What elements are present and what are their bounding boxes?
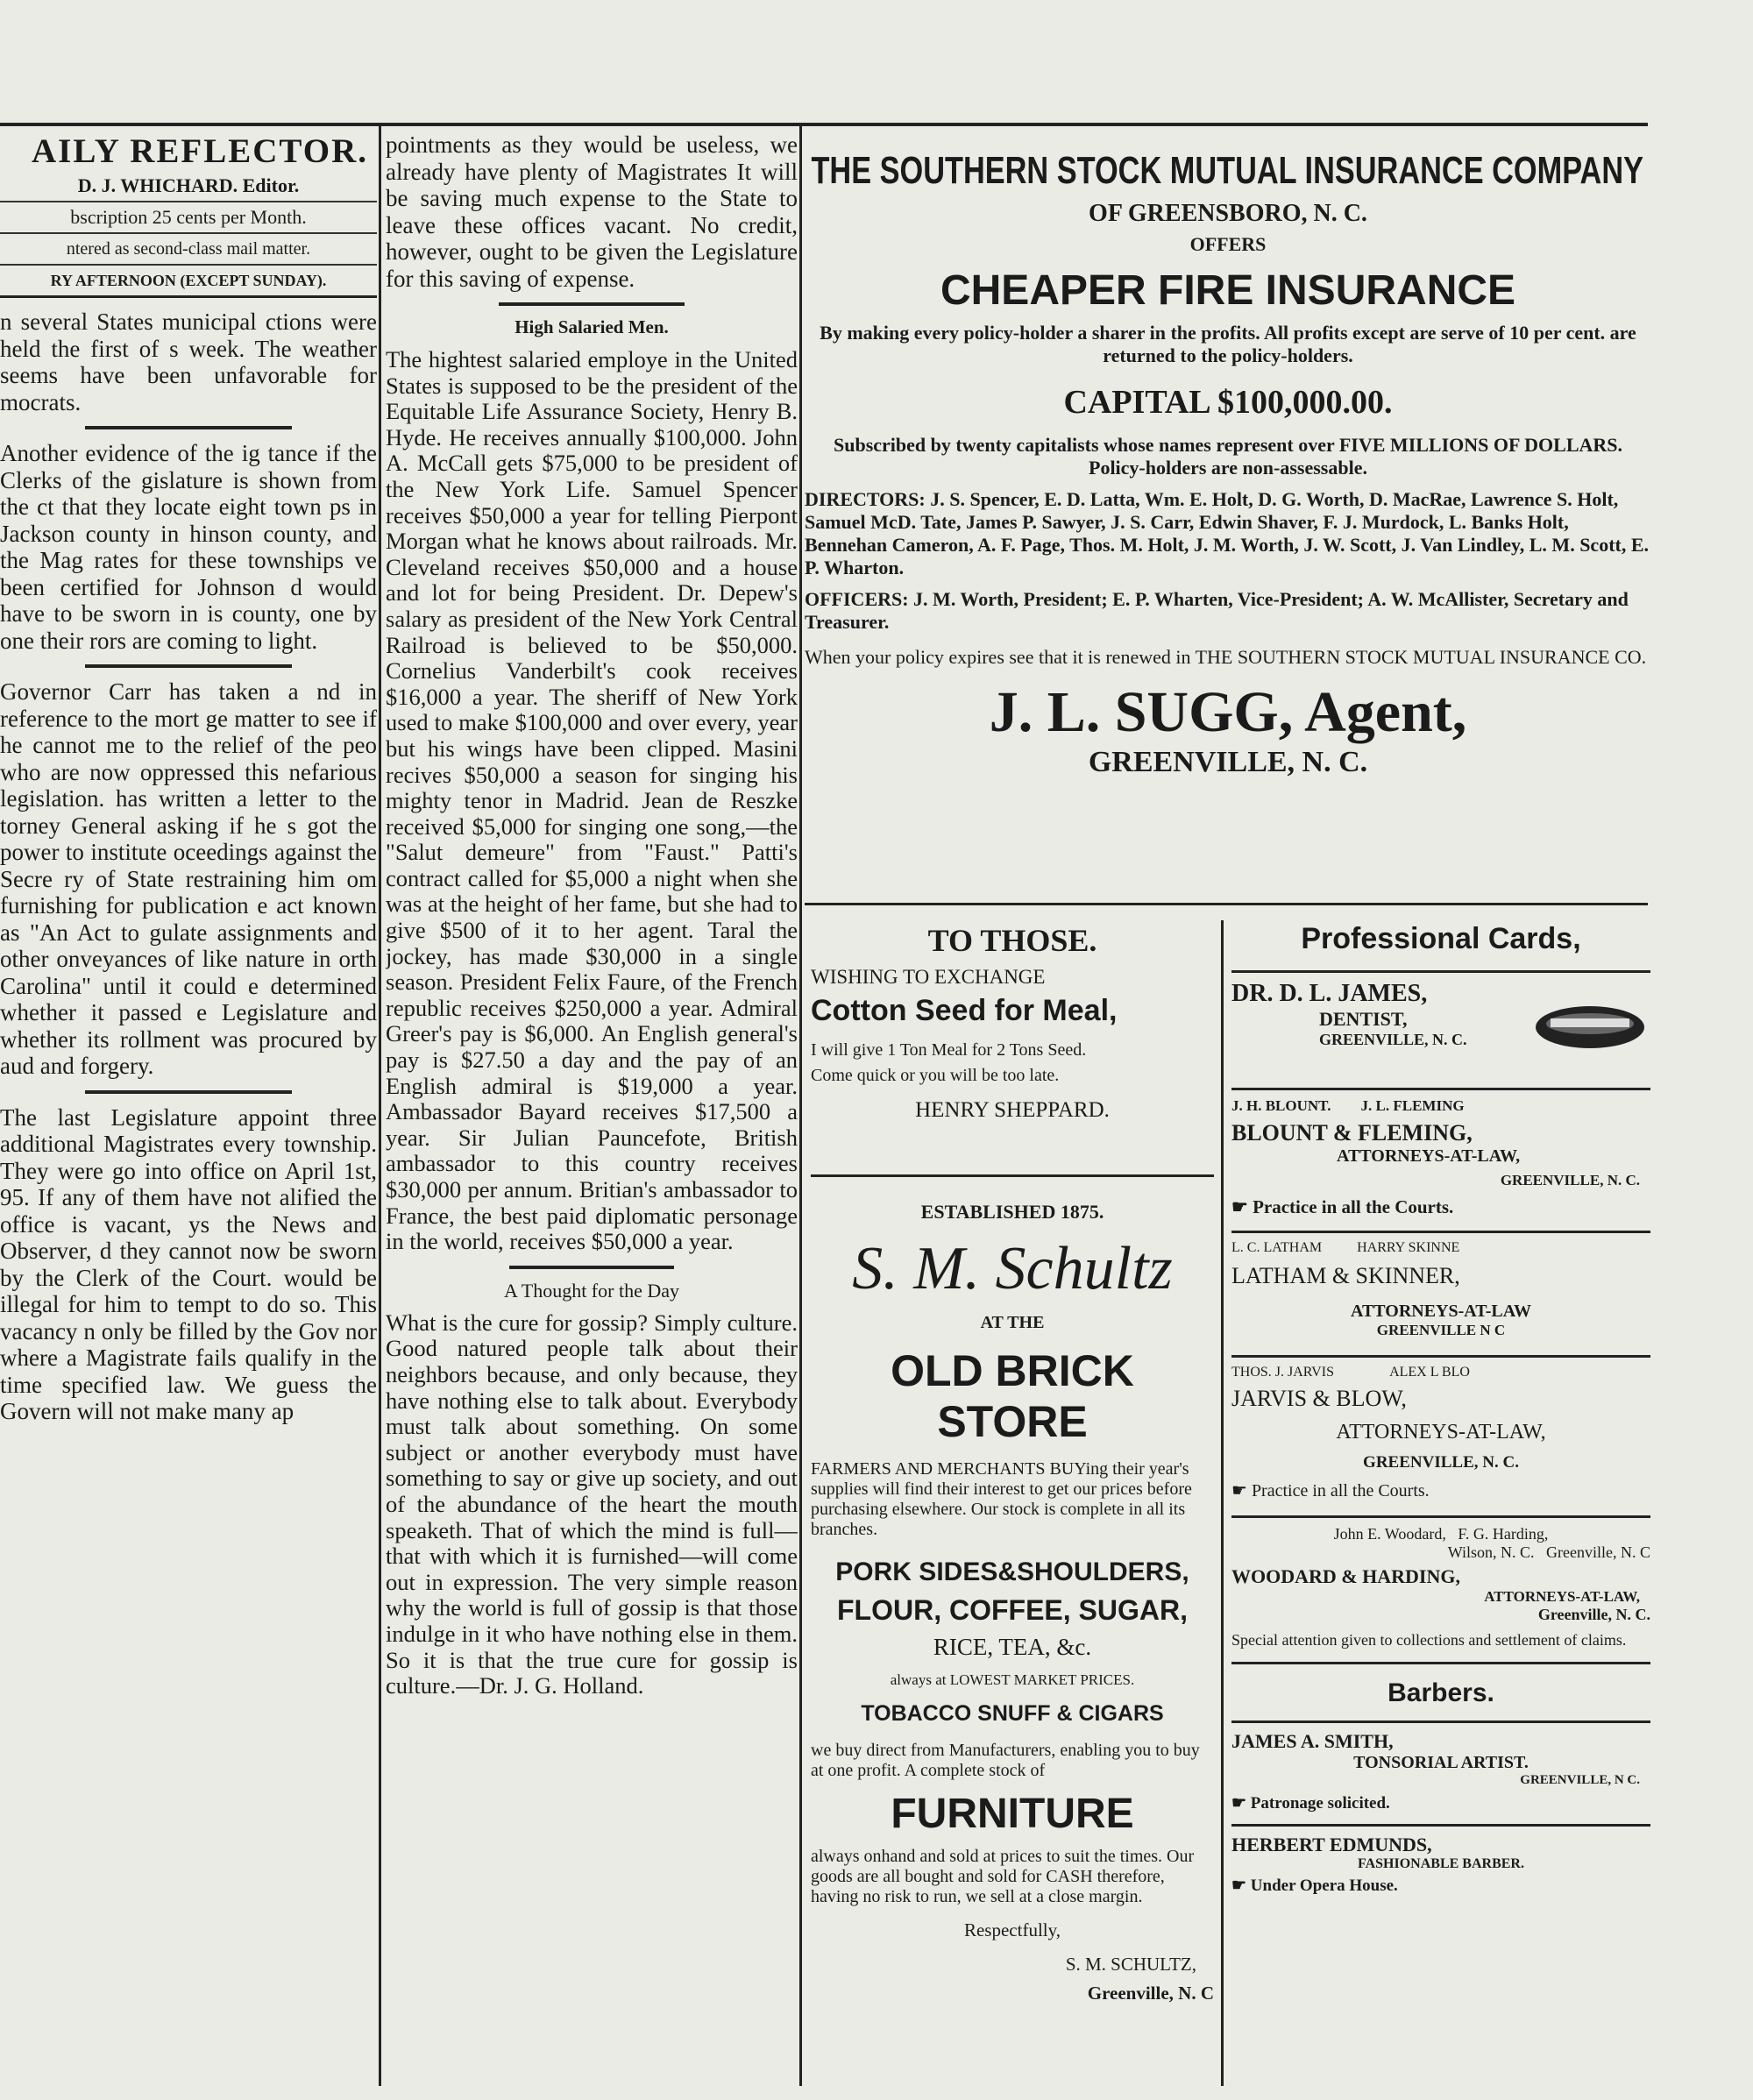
card-blount-top: J. H. BLOUNT. J. L. FLEMING — [1231, 1097, 1465, 1114]
card-smith-note — [1231, 1793, 1650, 1813]
card-jarvis-city: GREENVILLE, N. C. — [1363, 1453, 1519, 1472]
card-edmunds-note — [1231, 1876, 1650, 1896]
divider — [1231, 970, 1650, 973]
column-1 — [0, 131, 377, 1425]
barbers-heading: Barbers. — [1387, 1678, 1494, 1707]
schultz-at-the: AT THE — [980, 1313, 1045, 1332]
top-rule — [0, 123, 1648, 126]
insurance-headline: CHEAPER FIRE INSURANCE — [940, 267, 1516, 314]
ad-divider — [805, 903, 1648, 905]
professional-heading: Professional Cards, — [1301, 922, 1581, 955]
schultz-farmers: FARMERS AND MERCHANTS BUYing their year's supplies will find their interest to get our prices before purchasing elsewhere. Our stock is complete in all its branches. — [811, 1459, 1192, 1539]
schultz-pork: PORK SIDES&SHOULDERS, — [835, 1557, 1189, 1586]
card-edmunds — [1231, 1834, 1650, 1896]
schultz-furniture: FURNITURE — [891, 1791, 1134, 1837]
article-salaries: The hightest salaried employe in the United States is supposed to be the president of the Equitable Life Assurance Society, Henry B. Hyde. He receives annually $100,000. John A. McCall gets $75,000 to be president of the New York Life. Samuel Spencer receives $50,000 a year for telling Pierpont Morgan what he knows about railroads. Mr. Cleveland receives $50,000 and a house and lot for being President. Dr. Depew's salary as president of the New York Central Railroad is believed to be $50,000. Cornelius Vanderbilt's cook receives $16,000 a year. The sheriff of New York used to make $100,000 and over every, year but his wings have been clipped. Masini recives $50,000 a season for singing his mighty tenor in Madrid. Jean de Reszke received $5,000 for singing one song,—the "Salut demeure" from "Faust." Patti's contract called for $5,000 a night when she was at the height of her fame, but she had to give $500 of it to her agent. Taral the jockey, has made $30,000 in a single season. President Felix Faure, of the French republic receives $250,000 a year. Admiral Greer's pay is $6,000. An English general's pay is $27.50 a day and the pay of an English admiral is $19,000 a year. Ambassador Bayard receives $17,500 a year. Sir Julian Pauncefote, British ambassador to this country receives $30,000 per annum. Britian's ambassador to France, the best paid diplomatic personage in the world, receives $50,000 a year. — [386, 346, 798, 1255]
card-james-city: GREENVILLE, N. C. — [1319, 1031, 1467, 1048]
insurance-directors: DIRECTORS: J. S. Spencer, E. D. Latta, Wm. E. Holt, D. G. Worth, D. MacRae, Lawrence S. Holt, Samuel McD. Tate, James P. Sawyer, J. S. Carr, Edwin Shaver, F. J. Murdock, L. Banks Holt, Bennehan Cameron, A. F. Page, Thos. M. Holt, J. M. Worth, J. W. Scott, J. Van Lindley, L. M. Scott, E. P. Wharton. — [805, 488, 1650, 578]
insurance-renew: When your policy expires see that it is renewed in THE SOUTHERN STOCK MUTUAL INSURANCE CO. — [805, 646, 1647, 668]
insurance-agent-city: GREENVILLE, N. C. — [1088, 746, 1368, 778]
card-jarvis-note-text: Practice in all the Courts. — [1251, 1481, 1430, 1501]
schultz-city: Greenville, N. C — [1087, 1983, 1214, 2004]
divider — [1231, 1088, 1650, 1090]
card-latham-skinner — [1231, 1240, 1650, 1339]
sheppard-name: HENRY SHEPPARD. — [915, 1098, 1110, 1122]
article-thought: What is the cure for gossip? Simply culture. Good natured people talk about their neighbors because, and only because, they have nothing else to talk about. Everybody must talk about something. On some subject or another everybody must have something to say or give up society, and out of the abundance of the heart the mouth speaketh. That of which the mind is full—that with which it is furnished—will come out in expression. The very simple reason why the world is full of gossip is that those indulge in it who have nothing else in them. So it is that the true cure for gossip is culture.—Dr. J. G. Holland. — [386, 1309, 798, 1699]
column-rule-1 — [379, 123, 381, 2086]
divider — [1231, 1231, 1650, 1233]
card-smith-city: GREENVILLE, N C. — [1520, 1773, 1640, 1787]
card-jarvis-blow — [1231, 1365, 1650, 1501]
separator — [85, 1090, 293, 1094]
insurance-profits: By making every policy-holder a sharer in the profits. All profits except are serve of 10 per cent. are returned to the policy-holders. — [820, 322, 1636, 366]
col1-paragraph-2: Another evidence of the ig tance if the Clerks of the gislature is shown from the ct that they locate eight town ps in Jackson county in hinson county, and the Mag rates for these townships ve been certified for Johnson d would have to be sworn in is county, one by one their rors are coming to light. — [0, 440, 377, 654]
card-edmunds-title: FASHIONABLE BARBER. — [1358, 1856, 1524, 1871]
card-woodard-harding — [1231, 1525, 1650, 1649]
schultz-rice: RICE, TEA, &c. — [933, 1634, 1092, 1660]
schultz-name: S. M. Schultz — [852, 1235, 1173, 1302]
card-woodard-top: John E. Woodard, F. G. Harding, — [1333, 1525, 1549, 1543]
sheppard-ad — [811, 922, 1214, 1123]
card-woodard-name: WOODARD & HARDING, — [1231, 1565, 1460, 1587]
article-heading-salaries: High Salaried Men. — [515, 316, 669, 337]
insurance-capital: CAPITAL $100,000.00. — [1063, 384, 1393, 421]
insurance-subscribed: Subscribed by twenty capitalists whose names represent over FIVE MILLIONS OF DOLLARS. Policy-holders are non-assessable. — [833, 434, 1622, 479]
article-heading-thought: A Thought for the Day — [503, 1279, 679, 1302]
separator — [85, 426, 293, 429]
schultz-flour: FLOUR, COFFEE, SUGAR, — [837, 1594, 1188, 1626]
divider — [1231, 1515, 1650, 1518]
card-edmunds-name: HERBERT EDMUNDS, — [1231, 1834, 1432, 1855]
separator — [509, 1266, 674, 1269]
card-latham-title: ATTORNEYS-AT-LAW — [1351, 1302, 1531, 1321]
masthead-subscription: bscription 25 cents per Month. — [0, 202, 377, 234]
col1-paragraph-3: Governor Carr has taken a nd in reference to the mort ge matter to see if he cannot me to the relief of the peo who are now oppressed this nefarious legislation. has written a letter to the torney General asking if he s got the power to institute oceedings against the Secre ry of State restraining him om furnishing for publication e act known as "An Act to gulate assignments and other onveyances of like nature in orth Carolina" until it could e determined whether it passed e Legislature and whether its rollment was procured by aud and forgery. — [0, 678, 377, 1079]
schultz-established: ESTABLISHED 1875. — [920, 1201, 1104, 1223]
card-james — [1231, 980, 1650, 1081]
col2-intro: pointments as they would be useless, we already have plenty of Magistrates It will be saving much expense to the State to leave these offices vacant. No credit, however, ought to be given the Legislature for this saving of expense. — [386, 131, 798, 292]
divider — [1231, 1355, 1650, 1358]
card-blount-city: GREENVILLE, N. C. — [1500, 1172, 1640, 1188]
schultz-ad — [811, 1201, 1214, 2004]
card-latham-city: GREENVILLE N C — [1376, 1322, 1506, 1338]
card-blount-name: BLOUNT & FLEMING, — [1231, 1120, 1473, 1146]
sheppard-line1: WISHING TO EXCHANGE — [811, 966, 1046, 988]
pointing-hand-icon: ☛ — [1231, 1877, 1251, 1895]
schultz-buy-direct: we buy direct from Manufacturers, enabling you to buy at one profit. A complete stock of — [811, 1741, 1200, 1780]
card-latham-top: L. C. LATHAM HARRY SKINNE — [1231, 1240, 1460, 1255]
masthead-title: AILY REFLECTOR. — [32, 132, 368, 170]
sheppard-line3: I will give 1 Ton Meal for 2 Tons Seed. — [811, 1040, 1087, 1060]
col1-paragraph-4: The last Legislature appoint three additional Magistrates every township. They were go into office on April 1st, 95. If any of them have not alified the office is vacant, ys the News and Observer, d they cannot now be sworn by the Clerk of the Court. would be illegal for him to tempt to do so. This vacancy n only be filled by the Gov nor where a Magistrate fails qualify in the time specified law. We guess the Govern will not make many ap — [0, 1103, 377, 1424]
card-james-title: DENTIST, — [1319, 1008, 1408, 1030]
insurance-offers: OFFERS — [1189, 233, 1267, 255]
card-blount-fleming — [1231, 1097, 1650, 1218]
sheppard-line4: Come quick or you will be too late. — [811, 1066, 1060, 1085]
ad-column-rule — [1221, 920, 1224, 2086]
pointing-hand-icon: ☛ — [1231, 1481, 1252, 1501]
pointing-hand-icon: ☛ — [1231, 1794, 1251, 1813]
sheppard-line2: Cotton Seed for Meal, — [811, 994, 1118, 1027]
card-blount-note — [1231, 1196, 1650, 1218]
card-smith-name: JAMES A. SMITH, — [1231, 1730, 1394, 1752]
schultz-prices: always at LOWEST MARKET PRICES. — [890, 1671, 1135, 1688]
schultz-respectfully: Respectfully, — [963, 1919, 1061, 1940]
card-jarvis-top: THOS. J. JARVIS ALEX L BLO — [1231, 1365, 1470, 1380]
schultz-furniture-text: always onhand and sold at prices to suit the times. Our goods are all bought and sold for CASH therefore, having no risk to run, we sell at a close margin. — [811, 1847, 1195, 1906]
schultz-tobacco: TOBACCO SNUFF & CIGARS — [861, 1701, 1164, 1726]
card-jarvis-note — [1231, 1479, 1650, 1501]
col1-paragraph-1: n several States municipal ctions were held the first of s week. The weather seems have been unfavorable for mocrats. — [0, 309, 377, 415]
card-smith-title: TONSORIAL ARTIST. — [1353, 1753, 1529, 1772]
masthead-schedule: RY AFTERNOON (EXCEPT SUNDAY). — [0, 266, 377, 298]
insurance-agent: J. L. SUGG, Agent, — [989, 680, 1467, 744]
masthead-entry: ntered as second-class mail matter. — [0, 234, 377, 266]
insurance-company: THE SOUTHERN STOCK MUTUAL INSURANCE COMPANY — [811, 149, 1643, 192]
separator — [85, 664, 293, 668]
card-blount-note-text: Practice in all the Courts. — [1253, 1196, 1454, 1217]
schultz-signature: S. M. SCHULTZ, — [1065, 1954, 1196, 1975]
card-james-name: DR. D. L. JAMES, — [1231, 980, 1428, 1007]
divider — [1231, 1662, 1650, 1664]
card-woodard-city: Greenville, N. C. — [1537, 1606, 1650, 1623]
masthead-editor: D. J. WHICHARD. Editor. — [0, 171, 377, 202]
card-blount-title: ATTORNEYS-AT-LAW, — [1337, 1146, 1521, 1166]
insurance-officers: OFFICERS: J. M. Worth, President; E. P. Wharten, Vice-President; A. W. McAllister, Secretary and Treasurer. — [805, 588, 1629, 633]
column-2 — [386, 131, 798, 1699]
card-woodard-note: Special attention given to collections and settlement of claims. — [1231, 1631, 1627, 1649]
dental-teeth-icon — [1533, 999, 1647, 1052]
pointing-hand-icon: ☛ — [1231, 1196, 1253, 1217]
column-rule-2 — [799, 123, 802, 2086]
card-smith — [1231, 1730, 1650, 1813]
divider — [1231, 1824, 1650, 1827]
schultz-store: OLD BRICK STORE — [891, 1346, 1134, 1446]
card-edmunds-note-text: Under Opera House. — [1250, 1877, 1398, 1895]
sheppard-title: TO THOSE. — [927, 923, 1097, 958]
card-woodard-top2: Wilson, N. C. Greenville, N. C — [1447, 1543, 1650, 1561]
divider — [1231, 1720, 1650, 1723]
separator — [499, 302, 685, 306]
sheppard-divider — [811, 1174, 1214, 1177]
card-smith-note-text: Patronage solicited. — [1250, 1794, 1390, 1813]
card-jarvis-name: JARVIS & BLOW, — [1231, 1386, 1407, 1411]
card-woodard-title: ATTORNEYS-AT-LAW, — [1484, 1588, 1640, 1605]
card-latham-name: LATHAM & SKINNER, — [1231, 1263, 1460, 1288]
insurance-ad — [805, 131, 1651, 779]
professional-cards — [1231, 922, 1650, 1896]
card-jarvis-title: ATTORNEYS-AT-LAW, — [1336, 1421, 1546, 1444]
insurance-city: OF GREENSBORO, N. C. — [1089, 200, 1367, 227]
